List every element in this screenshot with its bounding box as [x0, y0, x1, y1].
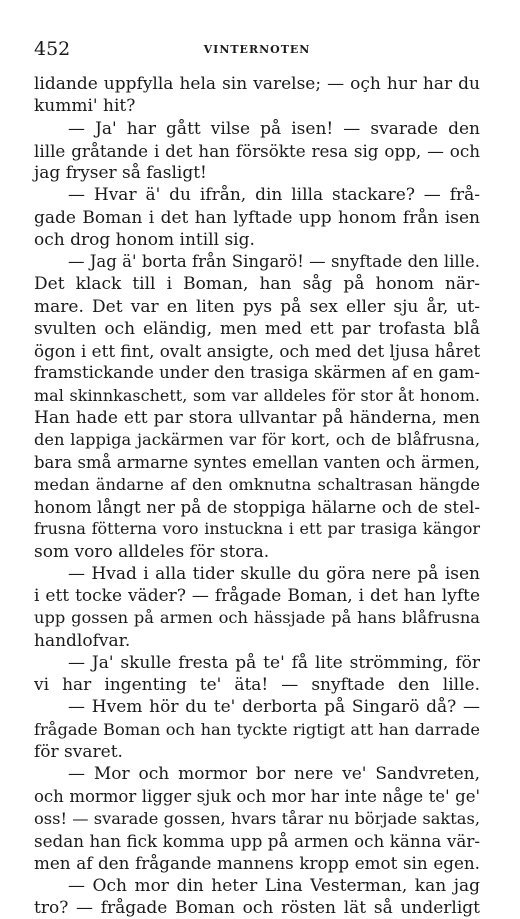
text-line: mare. Det var en liten pys på sex eller sju år, ut-	[34, 296, 480, 317]
text-line: — Mor och mormor bor nere ve' Sandvreten,	[68, 764, 480, 785]
text-line: sedan han fick komma upp på armen och känna vär-	[34, 831, 480, 852]
text-line: frågade Boman och han tyckte rigtigt att han darrade	[34, 719, 480, 739]
text-line: tro? — frågade Boman och rösten lät så underligt	[34, 897, 480, 918]
text-line: — Och mor din heter Lina Vesterman, kan jag	[68, 875, 480, 896]
text-line: vi har ingenting te' äta! — snyftade den lille.	[34, 675, 480, 696]
text-line: — Hvar ä' du ifrån, din lilla stackare? — frå-	[68, 185, 480, 206]
text-line: som voro alldeles för stora.	[34, 541, 270, 562]
body-text	[34, 73, 480, 919]
text-line: jag fryser så fasligt!	[34, 163, 207, 184]
text-line: i ett tocke väder? — frågade Boman, i det han lyfte	[34, 586, 480, 607]
running-head: VINTERNOTEN	[203, 43, 311, 56]
text-line: Det klack till i Boman, han såg på honom när-	[34, 274, 480, 295]
text-line: — Hvad i alla tider skulle du göra nere på isen	[68, 563, 480, 584]
text-line: — Ja' har gått vilse på isen! — svarade den	[68, 118, 480, 139]
text-line: den lappiga jackärmen var för kort, och de blåfrusna,	[34, 430, 480, 450]
text-line: och mormor ligger sjuk och mor har inte någe te' ge'	[34, 786, 480, 806]
text-line: Han hade ett par stora ullvantar på händerna, men	[34, 407, 480, 428]
text-line: frusna fötterna voro instuckna i ett par trasiga kängor	[34, 519, 480, 539]
text-line: och drog honom intill sig.	[34, 229, 255, 250]
text-line: gade Boman i det han lyftade upp honom från isen	[34, 207, 480, 228]
page-header	[34, 38, 480, 64]
text-line: — Jag ä' borta från Singarö! — snyftade den lille.	[68, 252, 480, 272]
text-line: ögon i ett fint, ovalt ansigte, och med det ljusa håret	[34, 341, 481, 362]
text-line: medan ändarne af den omknutna schaltrasan hängde	[34, 474, 480, 494]
text-line: kummi' hit?	[34, 96, 136, 117]
text-line: bara små armarne syntes emellan vanten och ärmen,	[34, 452, 480, 472]
text-line: oss! — svarade gossen, hvars tårar nu började saktas,	[34, 808, 480, 828]
text-line: upp gossen på armen och hässjade på hans blåfrusna	[34, 608, 480, 628]
text-line: mal skinnkaschett, som var alldeles för stor åt honom.	[34, 385, 480, 405]
text-line: — Hvem hör du te' derborta på Singarö då? —	[68, 697, 480, 718]
book-page	[34, 38, 480, 919]
page-number: 452	[34, 38, 71, 60]
text-line: honom långt ner på de stoppiga hälarne och de stel-	[34, 497, 480, 518]
text-line: framstickande under den trasiga skärmen af en gam-	[34, 363, 480, 383]
text-line: lille gråtande i det han försökte resa sig opp, — och	[34, 140, 480, 161]
text-line: svulten och eländig, men med ett par trofasta blå	[34, 318, 480, 339]
text-line: lidande uppfylla hela sin varelse; — oçh hur har du	[34, 74, 480, 94]
text-line: för svaret.	[34, 741, 123, 762]
text-line: — Ja' skulle fresta på te' få lite strömming, för	[68, 652, 480, 673]
text-line: handlofvar.	[34, 630, 131, 651]
text-line: men af den frågande mannens kropp emot sin egen.	[34, 853, 480, 874]
